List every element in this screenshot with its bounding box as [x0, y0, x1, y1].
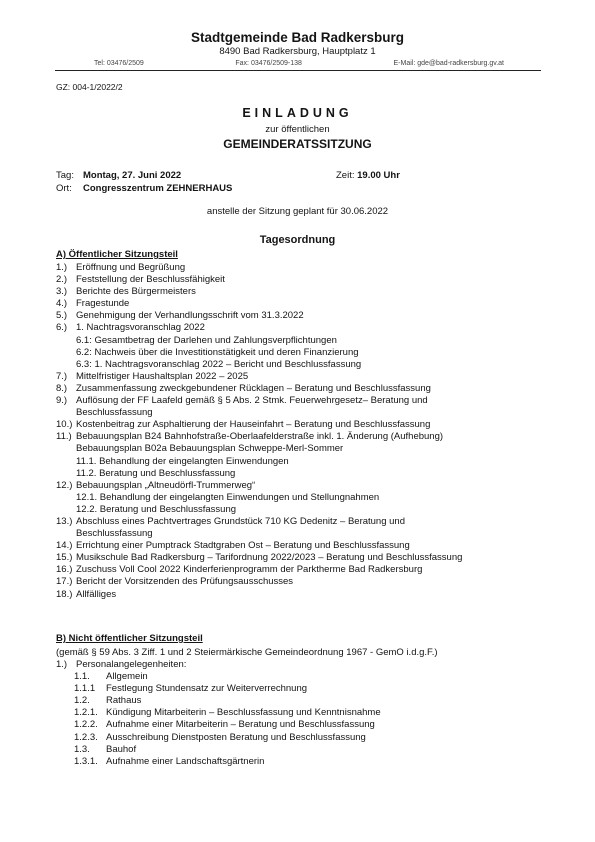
agenda-item-text: Abschluss eines Pachtvertrages Grundstück 710 KG Dedenitz – Beratung und — [76, 515, 405, 527]
agenda-subitem-text: Allgemein — [106, 671, 148, 683]
agenda-item — [56, 683, 546, 695]
agenda-subitem — [56, 756, 264, 768]
legal-basis-note: (gemäß § 59 Abs. 3 Ziff. 1 und 2 Steiermärkische Gemeindeordnung 1967 - GemO i.d.g.F.) — [56, 647, 438, 658]
agenda-item-number: 16.) — [56, 564, 73, 576]
agenda-item-text: Eröffnung und Begrüßung — [76, 262, 186, 273]
agenda-item — [56, 407, 546, 419]
header-divider — [55, 70, 541, 71]
agenda-item — [56, 695, 546, 707]
agenda-item-text: Genehmigung der Verhandlungsschrift vom 31.3.2022 — [76, 310, 304, 322]
agenda-item-text: Kostenbeitrag zur Asphaltierung der Hauseinfahrt – Beratung und Beschlussfassung — [76, 419, 431, 431]
agenda-item-number: 4.) — [56, 298, 68, 310]
agenda-item-text: Personalangelegenheiten: — [76, 659, 187, 670]
section-a-title: A) Öffentlicher Sitzungsteil — [56, 249, 178, 260]
agenda-subitem-text: Festlegung Stundensatz zur Weiterverrechnung — [106, 683, 308, 695]
agenda-subitem — [56, 719, 375, 731]
agenda-item-number: 12.) — [56, 479, 73, 491]
agenda-item — [56, 359, 546, 371]
agenda-subitem-text: 12.1. Behandlung der eingelangten Einwendungen und Stellungnahmen — [76, 491, 380, 503]
agenda-subitem-text: Kündigung Mitarbeiterin – Beschlussfassung und Kenntnisnahme — [106, 707, 381, 719]
agenda-item — [56, 347, 546, 359]
agenda-item — [56, 707, 546, 719]
agenda-item-text: Errichtung einer Pumptrack Stadtgraben Ost – Beratung und Beschlussfassung — [76, 540, 410, 552]
agenda-item-text: Feststellung der Beschlussfähigkeit — [76, 274, 225, 286]
agenda-item — [56, 419, 546, 431]
agenda-item-number: 15.) — [56, 552, 73, 564]
agenda-item — [56, 431, 546, 443]
section-b-title: B) Nicht öffentlicher Sitzungsteil — [56, 633, 203, 644]
agenda-item — [56, 371, 546, 383]
agenda-item — [56, 262, 546, 274]
agenda-item — [56, 576, 546, 588]
agenda-item-text: Fragestunde — [76, 298, 130, 310]
time-label: Zeit: — [336, 170, 355, 181]
agenda-item — [56, 756, 546, 768]
agenda-item-text: Bericht der Vorsitzenden des Prüfungsausschusses — [76, 576, 294, 588]
meeting-place — [56, 183, 232, 194]
day-label: Tag: — [56, 170, 74, 181]
agenda-item — [56, 504, 546, 516]
phone-number: Tel: 03476/2509 — [94, 60, 144, 67]
agenda-item — [56, 443, 546, 455]
agenda-item — [56, 322, 546, 334]
agenda-subitem — [56, 683, 307, 695]
agenda-subitem-number: 1.1. — [74, 671, 90, 683]
agenda-item-number: 7.) — [56, 370, 68, 382]
agenda-item-continuation: Bebauungsplan B02a Bebauungsplan Schweppe-Merl-Sommer — [76, 443, 344, 455]
agenda-item — [56, 589, 546, 601]
agenda-item-text: Auflösung der FF Laafeld gemäß § 5 Abs. 2 Stmk. Feuerwehrgesetz– Beratung und — [76, 395, 428, 407]
agenda-subitem — [56, 671, 148, 683]
agenda-subitem-number: 1.2.2. — [74, 719, 98, 731]
agenda-subitem-text: 11.1. Behandlung der eingelangten Einwendungen — [76, 455, 289, 467]
agenda-item-number: 17.) — [56, 576, 73, 588]
agenda-subitem-text: Aufnahme einer Mitarbeiterin – Beratung und Beschlussfassung — [106, 719, 375, 731]
agenda-subitem-number: 1.2.1. — [74, 707, 98, 719]
agenda-item — [56, 335, 546, 347]
day-value: Montag, 27. Juni 2022 — [83, 170, 182, 181]
agenda-item-text: Bebauungsplan B24 Bahnhofstraße-Oberlaafelderstraße inkl. 1. Änderung (Aufhebung) — [76, 431, 444, 443]
agenda-item — [56, 492, 546, 504]
agenda-item — [56, 468, 546, 480]
agenda-item-text: Musikschule Bad Radkersburg – Tarifordnung 2022/2023 – Beratung und Beschlussfassung — [76, 552, 463, 564]
time-value: 19.00 Uhr — [357, 170, 400, 181]
agenda-item-number: 1.) — [56, 659, 68, 670]
meeting-day — [56, 170, 181, 181]
place-label: Ort: — [56, 183, 72, 194]
agenda-item-number: 11.) — [56, 431, 72, 443]
agenda-item-text: Zusammenfassung zweckgebundener Rücklagen – Beratung und Beschlussfassung — [76, 382, 431, 394]
agenda-item — [56, 744, 546, 756]
agenda-item-text: Bebauungsplan „Altneudörfl-Trummerweg“ — [76, 479, 256, 491]
public-agenda-list — [56, 262, 546, 601]
agenda-item-text: 1. Nachtragsvoranschlag 2022 — [76, 322, 205, 334]
agenda-subitem-text: Aufnahme einer Landschaftsgärtnerin — [106, 755, 265, 767]
agenda-item-number: 2.) — [56, 274, 68, 286]
agenda-subitem — [56, 695, 141, 707]
agenda-item — [56, 540, 546, 552]
agenda-item — [56, 286, 546, 298]
agenda-item-number: 9.) — [56, 395, 68, 407]
agenda-item-number: 13.) — [56, 515, 73, 527]
agenda-item-number: 5.) — [56, 310, 68, 322]
agenda-item — [56, 552, 546, 564]
agenda-item — [56, 298, 546, 310]
invitation-heading: GEMEINDERATSSITZUNG — [223, 137, 372, 151]
agenda-item — [56, 395, 546, 407]
agenda-item-number: 10.) — [56, 419, 73, 431]
agenda-item-number: 6.) — [56, 322, 68, 334]
agenda-item — [56, 528, 546, 540]
agenda-subitem-text: 6.2: Nachweis über die Investitionstätigkeit und deren Finanzierung — [76, 346, 359, 358]
invitation-subtitle: zur öffentlichen — [265, 124, 330, 135]
agenda-item-number: 8.) — [56, 382, 68, 394]
agenda-item — [56, 516, 546, 528]
invitation-title: EINLADUNG — [242, 106, 353, 120]
agenda-item-text: Allfälliges — [76, 588, 117, 600]
fax-number: Fax: 03476/2509-138 — [235, 60, 302, 67]
agenda-item — [56, 274, 546, 286]
agenda-item — [56, 659, 546, 671]
municipality-name: Stadtgemeinde Bad Radkersburg — [190, 30, 405, 45]
municipality-address: 8490 Bad Radkersburg, Hauptplatz 1 — [219, 46, 376, 57]
agenda-subitem-number: 1.3.1. — [74, 755, 98, 767]
agenda-subitem-number: 1.2. — [74, 695, 90, 707]
agenda-item-number: 18.) — [56, 588, 73, 600]
closed-agenda-list — [56, 659, 546, 768]
agenda-subitem-number: 1.2.3. — [74, 731, 98, 743]
agenda-item — [56, 719, 546, 731]
agenda-item-continuation: Beschlussfassung — [76, 407, 153, 419]
agenda-item-text: Mittelfristiger Haushaltsplan 2022 – 2025 — [76, 370, 249, 382]
agenda-item — [56, 480, 546, 492]
email-address: E-Mail: gde@bad-radkersburg.gv.at — [393, 60, 504, 67]
rescheduling-note: anstelle der Sitzung geplant für 30.06.2022 — [206, 206, 389, 217]
agenda-item — [56, 732, 546, 744]
agenda-subitem-text: Ausschreibung Dienstposten Beratung und Beschlussfassung — [106, 731, 366, 743]
agenda-subitem-text: 11.2. Beratung und Beschlussfassung — [76, 467, 236, 479]
agenda-item — [56, 564, 546, 576]
agenda-item-text: Zuschuss Voll Cool 2022 Kinderferienprogramm der Parktherme Bad Radkersburg — [76, 564, 423, 576]
agenda-item-continuation: Beschlussfassung — [76, 528, 153, 540]
agenda-item-number: 1.) — [56, 262, 68, 273]
agenda-item — [56, 456, 546, 468]
agenda-subitem-text: 12.2. Beratung und Beschlussfassung — [76, 503, 237, 515]
agenda-subitem-text: Bauhof — [106, 743, 137, 755]
agenda-item — [56, 383, 546, 395]
place-value: Congresszentrum ZEHNERHAUS — [83, 183, 233, 194]
agenda-item — [56, 310, 546, 322]
agenda-subitem-number: 1.1.1 — [74, 683, 96, 695]
agenda-subitem — [56, 732, 366, 744]
agenda-subitem-text: 6.3: 1. Nachtragsvoranschlag 2022 – Bericht und Beschlussfassung — [76, 358, 362, 370]
agenda-subitem-number: 1.3. — [74, 743, 90, 755]
agenda-title: Tagesordnung — [259, 234, 336, 246]
agenda-subitem — [56, 707, 381, 719]
meeting-time — [336, 170, 400, 181]
reference-number: GZ: 004-1/2022/2 — [56, 82, 123, 92]
contact-line — [94, 60, 504, 67]
agenda-subitem — [56, 744, 136, 756]
agenda-item-number: 14.) — [56, 540, 73, 552]
agenda-item — [56, 671, 546, 683]
agenda-item-number: 3.) — [56, 286, 68, 298]
agenda-subitem-text: Rathaus — [106, 695, 142, 707]
agenda-subitem-text: 6.1: Gesamtbetrag der Darlehen und Zahlungsverpflichtungen — [76, 334, 337, 346]
agenda-item-text: Berichte des Bürgermeisters — [76, 286, 196, 298]
